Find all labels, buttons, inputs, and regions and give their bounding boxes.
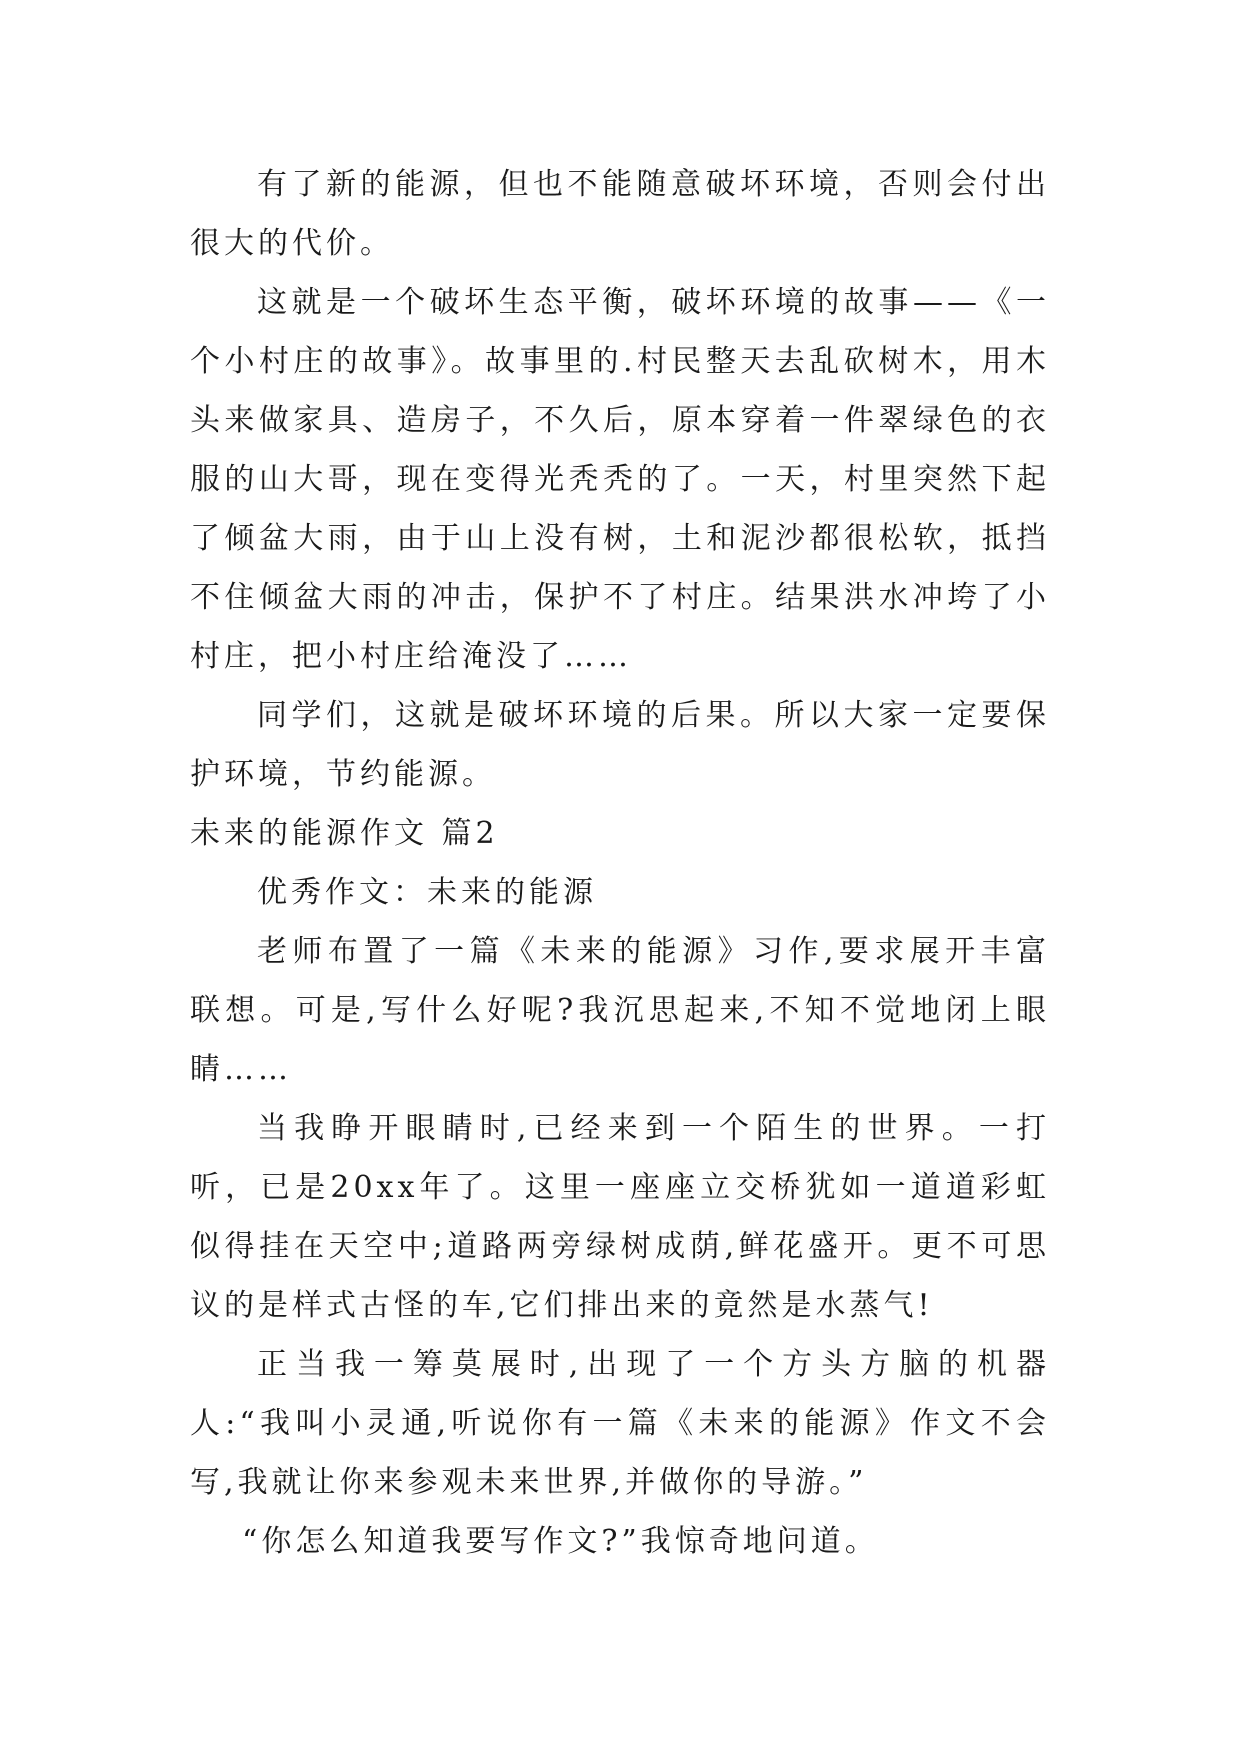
paragraph: 有了新的能源，但也不能随意破坏环境，否则会付出很大的代价。: [190, 167, 1050, 261]
paragraph: 当我睁开眼睛时,已经来到一个陌生的世界。一打听，已是20xx年了。这里一座座立交桥犹如一道道彩虹似得挂在天空中;道路两旁绿树成荫,鲜花盛开。更不可思议的是样式古怪的车,它们排出来的竟然是水蒸气!: [190, 1111, 1050, 1323]
document-body: [190, 155, 1050, 1571]
paragraph: “你怎么知道我要写作文?”我惊奇地问道。: [242, 1524, 879, 1559]
paragraph: 同学们，这就是破坏环境的后果。所以大家一定要保护环境，节约能源。: [190, 698, 1050, 792]
paragraph: 正当我一筹莫展时,出现了一个方头方脑的机器人:“我叫小灵通,听说你有一篇《未来的能源》作文不会写,我就让你来参观未来世界,并做你的导游。”: [190, 1347, 1050, 1500]
section-heading: 未来的能源作文 篇2: [190, 816, 499, 851]
paragraph: 老师布置了一篇《未来的能源》习作,要求展开丰富联想。可是,写什么好呢?我沉思起来,不知不觉地闭上眼睛……: [190, 934, 1050, 1087]
essay-title: 优秀作文：未来的能源: [257, 875, 597, 910]
paragraph: 这就是一个破坏生态平衡，破坏环境的故事——《一个小村庄的故事》。故事里的.村民整天去乱砍树木，用木头来做家具、造房子，不久后，原本穿着一件翠绿色的衣服的山大哥，现在变得光秃秃的了。一天，村里突然下起了倾盆大雨，由于山上没有树，土和泥沙都很松软，抵挡不住倾盆大雨的冲击，保护不了村庄。结果洪水冲垮了小村庄，把小村庄给淹没了……: [190, 285, 1050, 674]
